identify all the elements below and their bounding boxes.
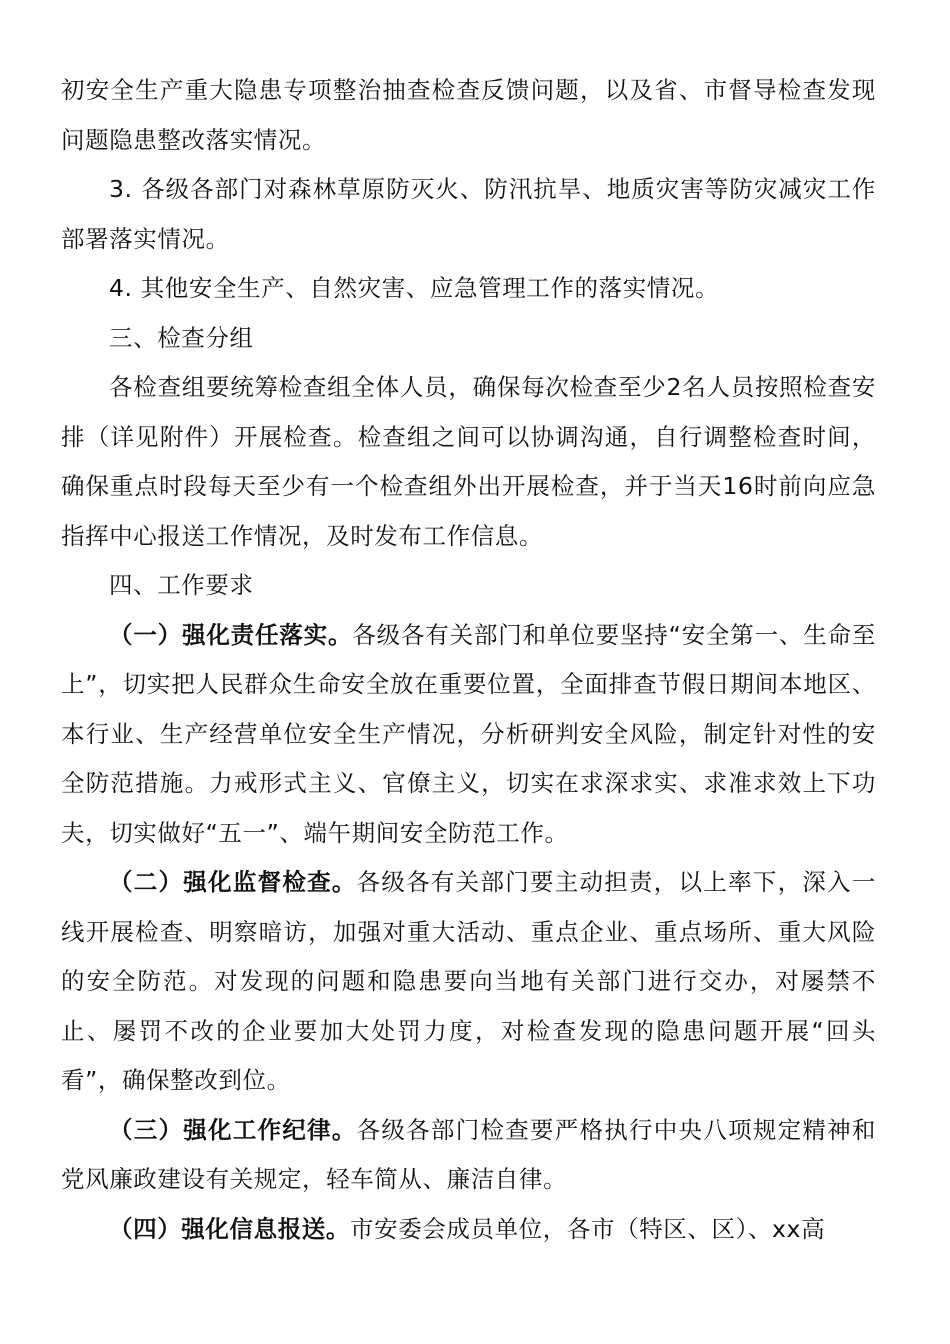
requirement-3-body: 各级各部门检查要严格执行中央八项规定精神和党风廉政建设有关规定，轻车简从、廉洁自律。 [61, 1115, 877, 1193]
requirement-3 [61, 1106, 876, 1205]
requirement-1-body: 各级各有关部门和单位要坚持“安全第一、生命至上”，切实把人民群众生命安全放在重要位置，全面排查节假日期间本地区、本行业、生产经营单位安全生产情况，分析研判安全风险，制定针对性的安全防范措施。力戒形式主义、官僚主义，切实在求深求实、求准求效上下功夫，切实做好“五一”、端午期间安全防范工作。 [61, 620, 877, 847]
paragraph-inspection-groups: 各检查组要统筹检查组全体人员，确保每次检查至少2名人员按照检查安排（详见附件）开展检查。检查组之间可以协调沟通，自行调整检查时间，确保重点时段每天至少有一个检查组外出开展检查，并于当天16时前向应急指挥中心报送工作情况，及时发布工作信息。 [61, 373, 876, 550]
requirement-4-title: （四）强化信息报送。 [109, 1214, 350, 1243]
requirement-4-body: 市安委会成员单位，各市（特区、区）、xx高 [350, 1214, 826, 1243]
requirement-2-body: 各级各有关部门要主动担责，以上率下，深入一线开展检查、明察暗访，加强对重大活动、重点企业、重点场所、重大风险的安全防范。对发现的问题和隐患要向当地有关部门进行交办，对屡禁不止、屡罚不改的企业要加大处罚力度，对检查发现的隐患问题开展“回头看”，确保整改到位。 [61, 868, 877, 1094]
requirement-2-title: （二）强化监督检查。 [109, 868, 357, 896]
list-item-4: 4. 其他安全生产、自然灾害、应急管理工作的落实情况。 [109, 274, 720, 302]
paragraph-continuation: 初安全生产重大隐患专项整治抽查检查反馈问题，以及省、市督导检查发现问题隐患整改落实情况。 [61, 76, 876, 154]
requirement-4 [61, 1205, 876, 1255]
list-item-3: 3. 各级各部门对森林草原防灭火、防汛抗旱、地质灾害等防灾减灾工作部署落实情况。 [61, 175, 876, 253]
requirement-2 [61, 858, 876, 1106]
requirement-1-title: （一）强化责任落实。 [109, 620, 353, 649]
section-heading-work-requirements: 四、工作要求 [109, 571, 254, 599]
requirement-1 [61, 611, 876, 859]
requirement-3-title: （三）强化工作纪律。 [109, 1115, 357, 1144]
document-page [61, 66, 876, 1254]
section-heading-inspection-groups: 三、检查分组 [109, 323, 254, 352]
